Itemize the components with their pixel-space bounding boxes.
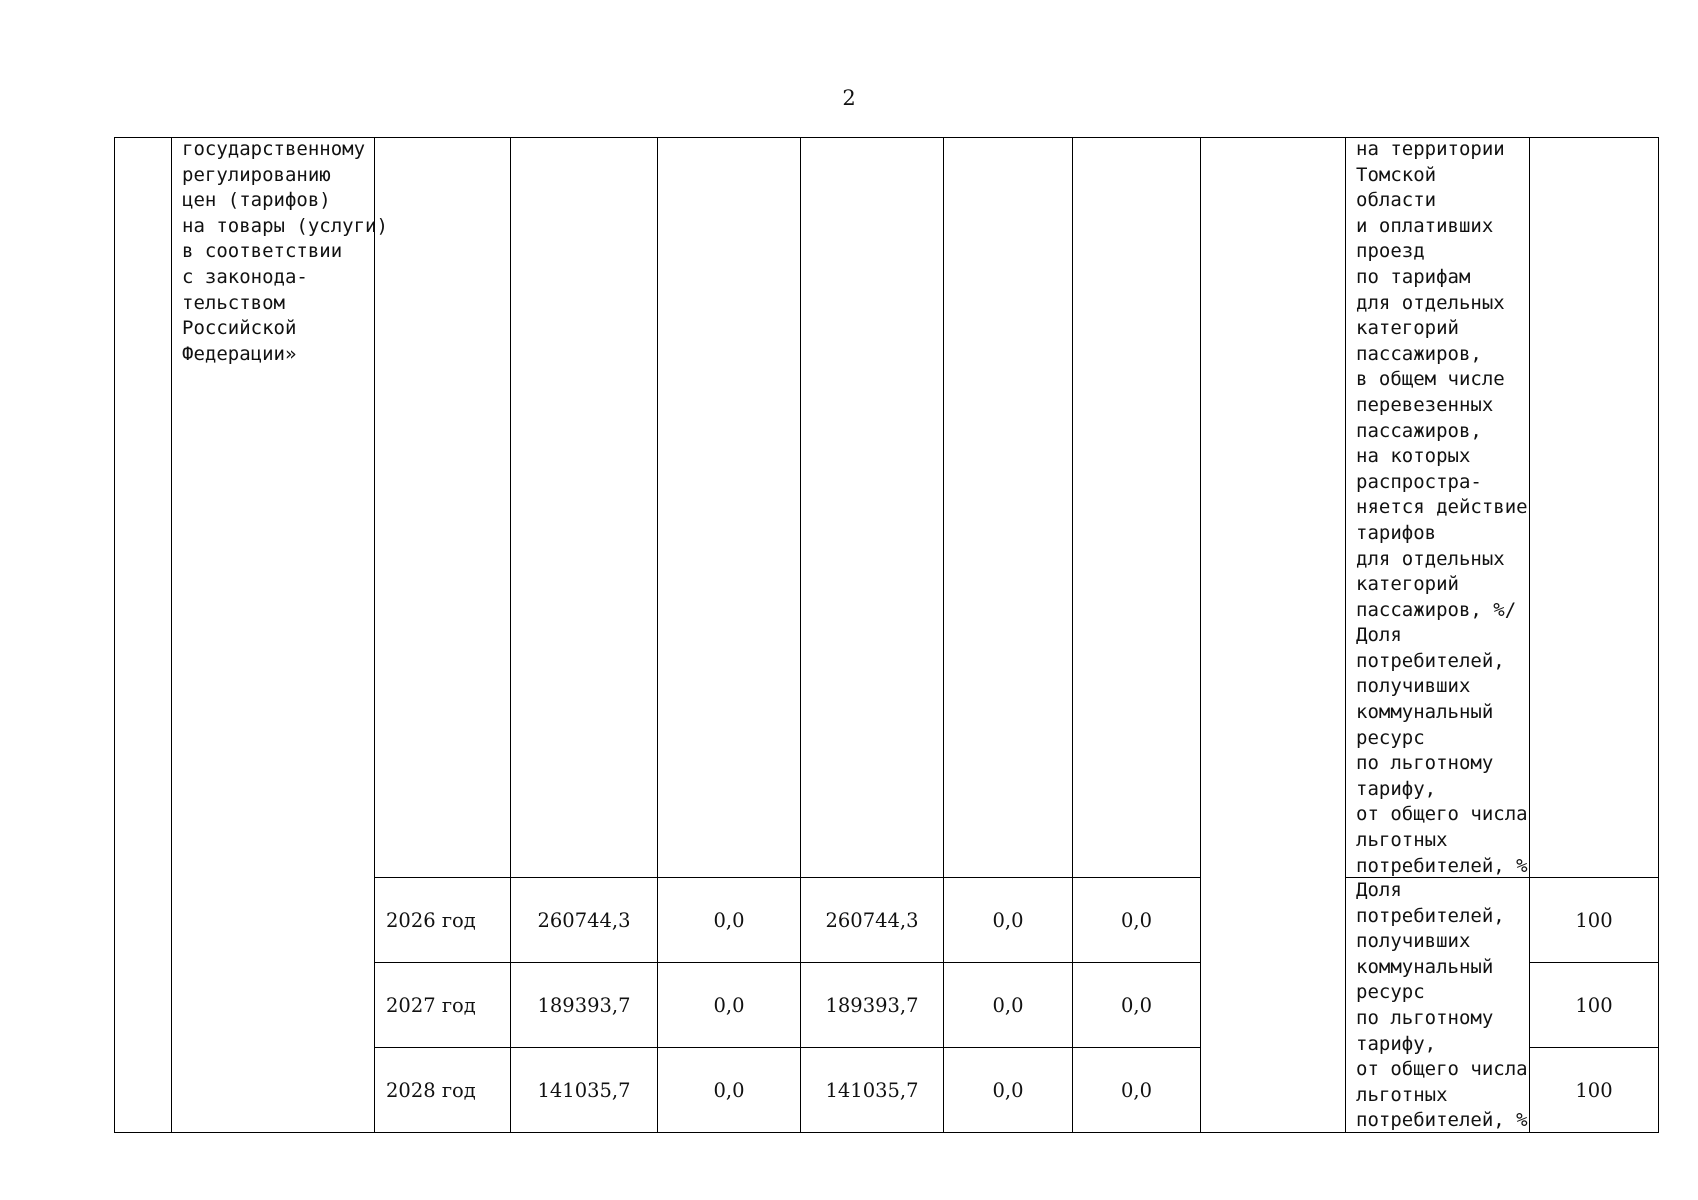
other-sources-cell: 0,0 <box>1120 908 1152 932</box>
local-budget-cell: 0,0 <box>992 1078 1024 1102</box>
year-cell: 2027 год <box>386 993 476 1017</box>
total-cell: 260744,3 <box>537 908 631 932</box>
indicator-description: на территории Томской области и оплативших проезд по тарифам для отдельных категорий пассажиров, в общем числе перевезенных пассажиров, на которых распростра- няется действие тарифов для отдельных категорий пассажиров, %/ Доля потребителей, получивших коммунальный ресурс по льготному тарифу, от общего числа льготных потребителей, % <box>1356 138 1528 877</box>
year-cell: 2026 год <box>386 908 476 932</box>
year-cell: 2028 год <box>386 1078 476 1102</box>
col-divider <box>171 137 172 1133</box>
page-number: 2 <box>842 86 856 110</box>
local-budget-cell: 0,0 <box>992 908 1024 932</box>
federal-budget-cell: 0,0 <box>713 993 745 1017</box>
local-budget-cell: 0,0 <box>992 993 1024 1017</box>
federal-budget-cell: 0,0 <box>713 1078 745 1102</box>
table-border-left <box>114 137 115 1133</box>
indicator-description-bottom: Доля потребителей, получивших коммунальный ресурс по льготному тарифу, от общего числа льготных потребителей, % <box>1356 879 1528 1132</box>
target-value-cell: 100 <box>1575 1078 1613 1102</box>
col-divider <box>1200 137 1201 1133</box>
regional-budget-cell: 189393,7 <box>825 993 919 1017</box>
total-cell: 189393,7 <box>537 993 631 1017</box>
federal-budget-cell: 0,0 <box>713 908 745 932</box>
col-divider <box>1345 137 1346 1133</box>
regional-budget-cell: 260744,3 <box>825 908 919 932</box>
program-name: государственному регулированию цен (тарифов) на товары (услуги) в соответствии с законода- тельством Российской Федерации» <box>182 138 388 365</box>
other-sources-cell: 0,0 <box>1120 993 1152 1017</box>
regional-budget-cell: 141035,7 <box>825 1078 919 1102</box>
program-table <box>114 137 1659 1133</box>
target-value-cell: 100 <box>1575 908 1613 932</box>
total-cell: 141035,7 <box>537 1078 631 1102</box>
table-border-right <box>1658 137 1659 1133</box>
target-value-cell: 100 <box>1575 993 1613 1017</box>
other-sources-cell: 0,0 <box>1120 1078 1152 1102</box>
